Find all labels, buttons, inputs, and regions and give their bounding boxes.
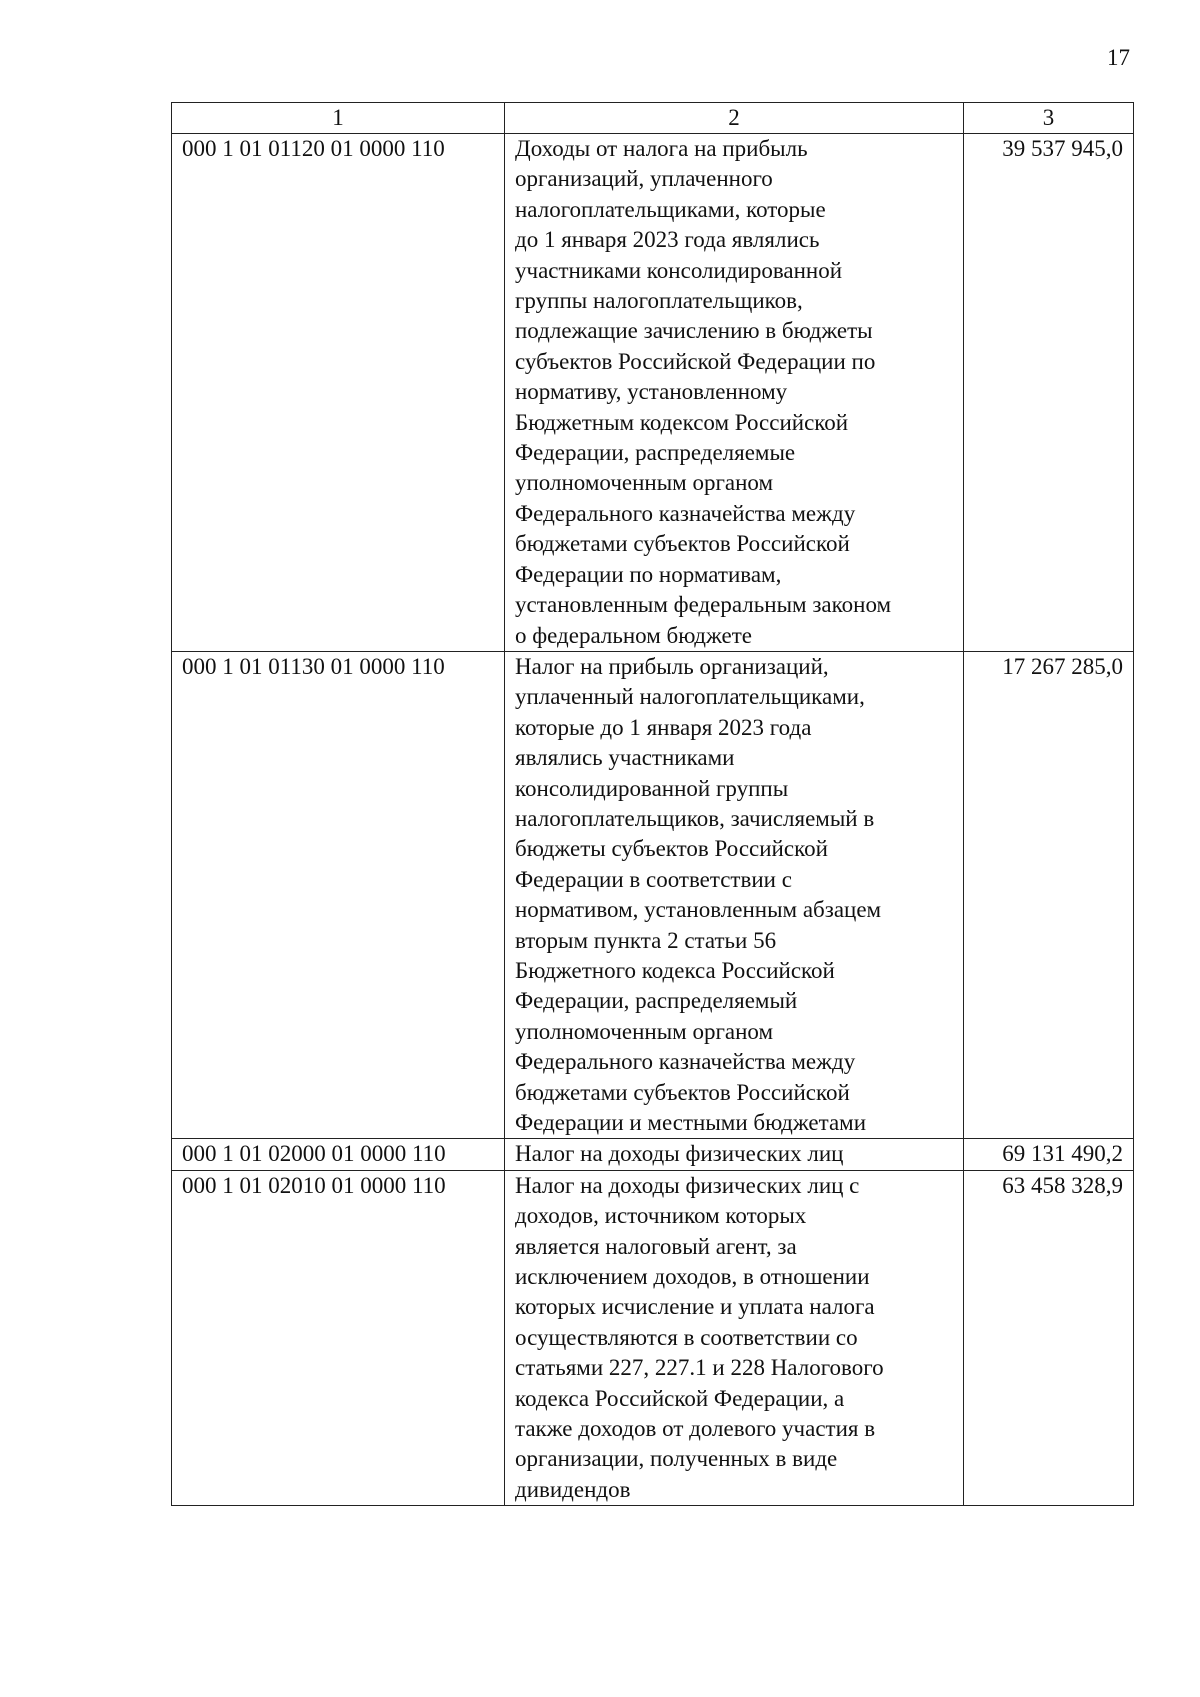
table-row xyxy=(172,1170,1134,1505)
table-row xyxy=(172,651,1134,1139)
amount-value: 17 267 285,0 xyxy=(964,651,1134,1139)
revenue-description: Налог на доходы физических лиц с доходов, источником которых является налоговый агент, за исключением доходов, в отношении которых исчисление и уплата налога осуществляются в соответствии со статьями 227, 227.1 и 228 Налогового кодекса Российской Федерации, а также доходов от долевого участия в организации, полученных в виде дивидендов xyxy=(505,1170,964,1505)
classification-code: 000 1 01 01130 01 0000 110 xyxy=(172,651,505,1139)
column-number-row xyxy=(172,103,1134,134)
budget-revenue-table xyxy=(171,102,1134,1506)
amount-value: 39 537 945,0 xyxy=(964,134,1134,652)
revenue-description: Доходы от налога на прибыль организаций, уплаченного налогоплательщиками, которые до 1 января 2023 года являлись участниками консолидированной группы налогоплательщиков, подлежащие зачислению в бюджеты субъектов Российской Федерации по нормативу, установленному Бюджетным кодексом Российской Федерации, распределяемые уполномоченным органом Федерального казначейства между бюджетами субъектов Российской Федерации по нормативам, установленным федеральным законом о федеральном бюджете xyxy=(505,134,964,652)
classification-code: 000 1 01 02000 01 0000 110 xyxy=(172,1139,505,1170)
revenue-description: Налог на прибыль организаций, уплаченный налогоплательщиками, которые до 1 января 2023 года являлись участниками консолидированной группы налогоплательщиков, зачисляемый в бюджеты субъектов Российской Федерации в соответствии с нормативом, установленным абзацем вторым пункта 2 статьи 56 Бюджетного кодекса Российской Федерации, распределяемый уполномоченным органом Федерального казначейства между бюджетами субъектов Российской Федерации и местными бюджетами xyxy=(505,651,964,1139)
column-header-code: 1 xyxy=(172,103,505,134)
amount-value: 63 458 328,9 xyxy=(964,1170,1134,1505)
amount-value: 69 131 490,2 xyxy=(964,1139,1134,1170)
page-number: 17 xyxy=(1107,45,1130,70)
table-row xyxy=(172,1139,1134,1170)
classification-code: 000 1 01 01120 01 0000 110 xyxy=(172,134,505,652)
revenue-description: Налог на доходы физических лиц xyxy=(505,1139,964,1170)
table-row xyxy=(172,134,1134,652)
column-header-amount: 3 xyxy=(964,103,1134,134)
column-header-name: 2 xyxy=(505,103,964,134)
classification-code: 000 1 01 02010 01 0000 110 xyxy=(172,1170,505,1505)
